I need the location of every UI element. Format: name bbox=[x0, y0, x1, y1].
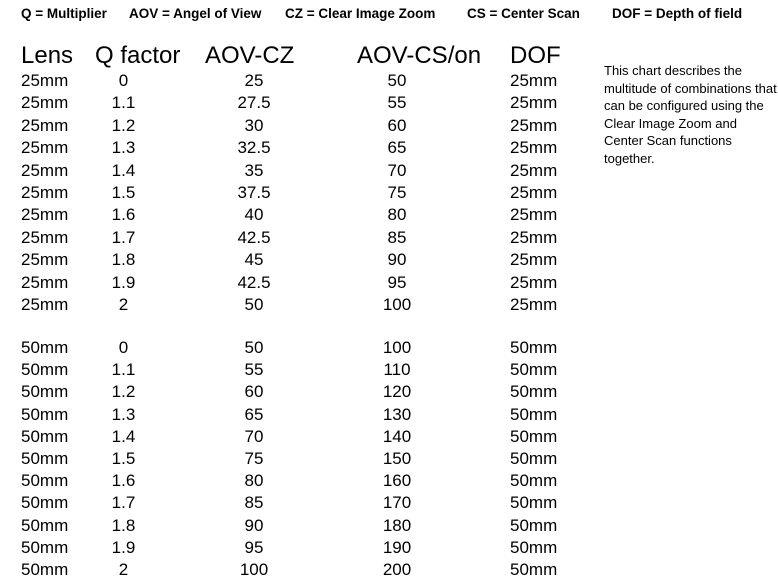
table-row bbox=[0, 182, 600, 204]
legend-cs: CS = Center Scan bbox=[467, 6, 580, 21]
table-row bbox=[0, 404, 600, 426]
cell-lens: 50mm bbox=[21, 537, 69, 557]
table-row bbox=[0, 492, 600, 514]
table-row bbox=[0, 70, 600, 92]
table-row bbox=[0, 448, 600, 470]
header-aov-cs: AOV-CS/on bbox=[357, 42, 482, 69]
cell-dof: 50mm bbox=[510, 471, 558, 491]
cell-cs: 55 bbox=[387, 93, 407, 113]
cell-cs: 190 bbox=[382, 537, 412, 557]
cell-dof: 25mm bbox=[510, 138, 558, 158]
cell-q: 1.6 bbox=[111, 205, 136, 225]
cell-q: 1.7 bbox=[111, 227, 136, 247]
cell-dof: 50mm bbox=[510, 449, 558, 468]
cell-cs: 150 bbox=[382, 449, 412, 468]
cell-cz: 90 bbox=[244, 515, 264, 535]
legend-aov: AOV = Angel of View bbox=[129, 6, 262, 21]
cell-cz: 45 bbox=[244, 250, 264, 270]
cell-q: 1.3 bbox=[111, 138, 136, 158]
cell-lens: 50mm bbox=[21, 338, 69, 357]
cell-lens: 50mm bbox=[21, 404, 69, 424]
cell-q: 1.9 bbox=[111, 272, 136, 292]
table-row bbox=[0, 470, 600, 492]
table-row bbox=[0, 359, 600, 381]
cell-cz: 85 bbox=[244, 493, 264, 513]
cell-lens: 25mm bbox=[21, 71, 69, 90]
cell-dof: 25mm bbox=[510, 205, 558, 225]
header-aov-cz: AOV-CZ bbox=[205, 42, 295, 69]
cell-q: 1.1 bbox=[111, 360, 136, 380]
table-row bbox=[0, 204, 600, 226]
cell-dof: 50mm bbox=[510, 560, 558, 579]
chart-description: This chart describes the multitude of combinations that can be configured using the Clear Image Zoom and Center Scan functions together. bbox=[604, 63, 777, 166]
cell-cz: 40 bbox=[244, 205, 264, 225]
table-row bbox=[0, 160, 600, 182]
cell-cs: 110 bbox=[383, 360, 411, 380]
cell-dof: 25mm bbox=[510, 115, 558, 135]
cell-cs: 75 bbox=[387, 183, 407, 202]
cell-q: 0 bbox=[118, 71, 129, 90]
cell-cz: 25 bbox=[244, 71, 264, 90]
cell-cz: 60 bbox=[244, 382, 264, 402]
cell-q: 2 bbox=[118, 560, 129, 579]
cell-cs: 130 bbox=[382, 404, 412, 424]
cell-dof: 50mm bbox=[510, 426, 558, 446]
cell-cs: 80 bbox=[387, 205, 407, 225]
cell-q: 1.5 bbox=[111, 449, 136, 468]
cell-dof: 25mm bbox=[510, 93, 558, 113]
cell-dof: 50mm bbox=[510, 404, 558, 424]
cell-cz: 100 bbox=[239, 560, 269, 579]
cell-cs: 200 bbox=[382, 560, 412, 579]
cell-lens: 25mm bbox=[21, 227, 69, 247]
cell-q: 1.9 bbox=[111, 537, 136, 557]
cell-cz: 32.5 bbox=[237, 138, 271, 158]
table-row bbox=[0, 92, 600, 114]
cell-lens: 50mm bbox=[21, 515, 69, 535]
cell-lens: 25mm bbox=[21, 183, 69, 202]
cell-q: 2 bbox=[118, 295, 129, 314]
cell-cs: 120 bbox=[382, 382, 412, 402]
cell-dof: 25mm bbox=[510, 183, 558, 202]
table-row bbox=[0, 294, 600, 316]
header-dof: DOF bbox=[510, 42, 561, 69]
header-q-factor: Q factor bbox=[95, 42, 181, 69]
cell-cz: 42.5 bbox=[237, 272, 271, 292]
cell-lens: 50mm bbox=[21, 560, 69, 579]
table-header bbox=[0, 41, 600, 71]
cell-dof: 25mm bbox=[510, 71, 558, 90]
cell-dof: 50mm bbox=[510, 360, 558, 380]
cell-dof: 50mm bbox=[510, 537, 558, 557]
table-row bbox=[0, 515, 600, 537]
cell-lens: 25mm bbox=[21, 160, 69, 180]
table-row bbox=[0, 426, 600, 448]
table-row bbox=[0, 272, 600, 294]
cell-q: 1.3 bbox=[111, 404, 136, 424]
cell-cz: 37.5 bbox=[237, 183, 271, 202]
cell-cs: 100 bbox=[382, 338, 412, 357]
cell-cs: 85 bbox=[387, 227, 407, 247]
cell-cz: 50 bbox=[244, 295, 264, 314]
cell-lens: 50mm bbox=[21, 471, 69, 491]
legend-cz: CZ = Clear Image Zoom bbox=[285, 6, 436, 21]
cell-lens: 25mm bbox=[21, 272, 69, 292]
cell-cz: 75 bbox=[244, 449, 264, 468]
cell-q: 1.4 bbox=[111, 160, 136, 180]
cell-q: 1.8 bbox=[111, 250, 136, 270]
cell-dof: 25mm bbox=[510, 250, 558, 270]
table-row bbox=[0, 115, 600, 137]
cell-cz: 42.5 bbox=[237, 227, 271, 247]
cell-cz: 50 bbox=[244, 338, 264, 357]
cell-cz: 35 bbox=[244, 160, 264, 180]
cell-lens: 50mm bbox=[21, 426, 69, 446]
cell-dof: 25mm bbox=[510, 160, 558, 180]
cell-dof: 50mm bbox=[510, 515, 558, 535]
cell-dof: 25mm bbox=[510, 227, 558, 247]
cell-dof: 25mm bbox=[510, 295, 558, 314]
cell-cs: 90 bbox=[387, 250, 407, 270]
cell-cs: 140 bbox=[382, 426, 412, 446]
table-row bbox=[0, 537, 600, 559]
cell-dof: 50mm bbox=[510, 382, 558, 402]
cell-lens: 25mm bbox=[21, 295, 69, 314]
table-row bbox=[0, 227, 600, 249]
cell-lens: 25mm bbox=[21, 250, 69, 270]
cell-dof: 50mm bbox=[510, 493, 558, 513]
cell-cz: 65 bbox=[244, 404, 264, 424]
cell-q: 1.8 bbox=[111, 515, 136, 535]
cell-q: 1.1 bbox=[111, 93, 136, 113]
cell-dof: 50mm bbox=[510, 338, 558, 357]
cell-cz: 95 bbox=[244, 537, 264, 557]
cell-q: 1.4 bbox=[111, 426, 136, 446]
cell-lens: 25mm bbox=[21, 205, 69, 225]
cell-cz: 55 bbox=[244, 360, 264, 380]
table-row bbox=[0, 249, 600, 271]
cell-cz: 80 bbox=[244, 471, 264, 491]
cell-q: 0 bbox=[118, 338, 129, 357]
cell-lens: 50mm bbox=[21, 382, 69, 402]
cell-q: 1.7 bbox=[111, 493, 136, 513]
cell-cs: 65 bbox=[387, 138, 407, 158]
cell-q: 1.2 bbox=[111, 382, 136, 402]
cell-lens: 25mm bbox=[21, 115, 69, 135]
cell-cs: 60 bbox=[387, 115, 407, 135]
table-row bbox=[0, 381, 600, 403]
cell-lens: 25mm bbox=[21, 93, 69, 113]
cell-cs: 50 bbox=[387, 71, 407, 90]
cell-lens: 25mm bbox=[21, 138, 69, 158]
cell-lens: 50mm bbox=[21, 493, 69, 513]
cell-cz: 27.5 bbox=[237, 93, 271, 113]
header-lens: Lens bbox=[21, 42, 74, 69]
cell-cz: 30 bbox=[244, 115, 264, 135]
legend-q: Q = Multiplier bbox=[21, 6, 107, 21]
legend-dof: DOF = Depth of field bbox=[612, 6, 743, 21]
cell-cs: 100 bbox=[382, 295, 412, 314]
cell-cs: 95 bbox=[387, 272, 407, 292]
cell-cs: 170 bbox=[382, 493, 412, 513]
table-row bbox=[0, 137, 600, 159]
cell-dof: 25mm bbox=[510, 272, 558, 292]
cell-cs: 70 bbox=[387, 160, 407, 180]
cell-lens: 50mm bbox=[21, 449, 69, 468]
cell-cz: 70 bbox=[244, 426, 264, 446]
table-row bbox=[0, 337, 600, 359]
cell-q: 1.5 bbox=[111, 183, 136, 202]
cell-cs: 160 bbox=[382, 471, 412, 491]
cell-lens: 50mm bbox=[21, 360, 69, 380]
cell-q: 1.2 bbox=[111, 115, 136, 135]
cell-q: 1.6 bbox=[111, 471, 136, 491]
cell-cs: 180 bbox=[382, 515, 412, 535]
